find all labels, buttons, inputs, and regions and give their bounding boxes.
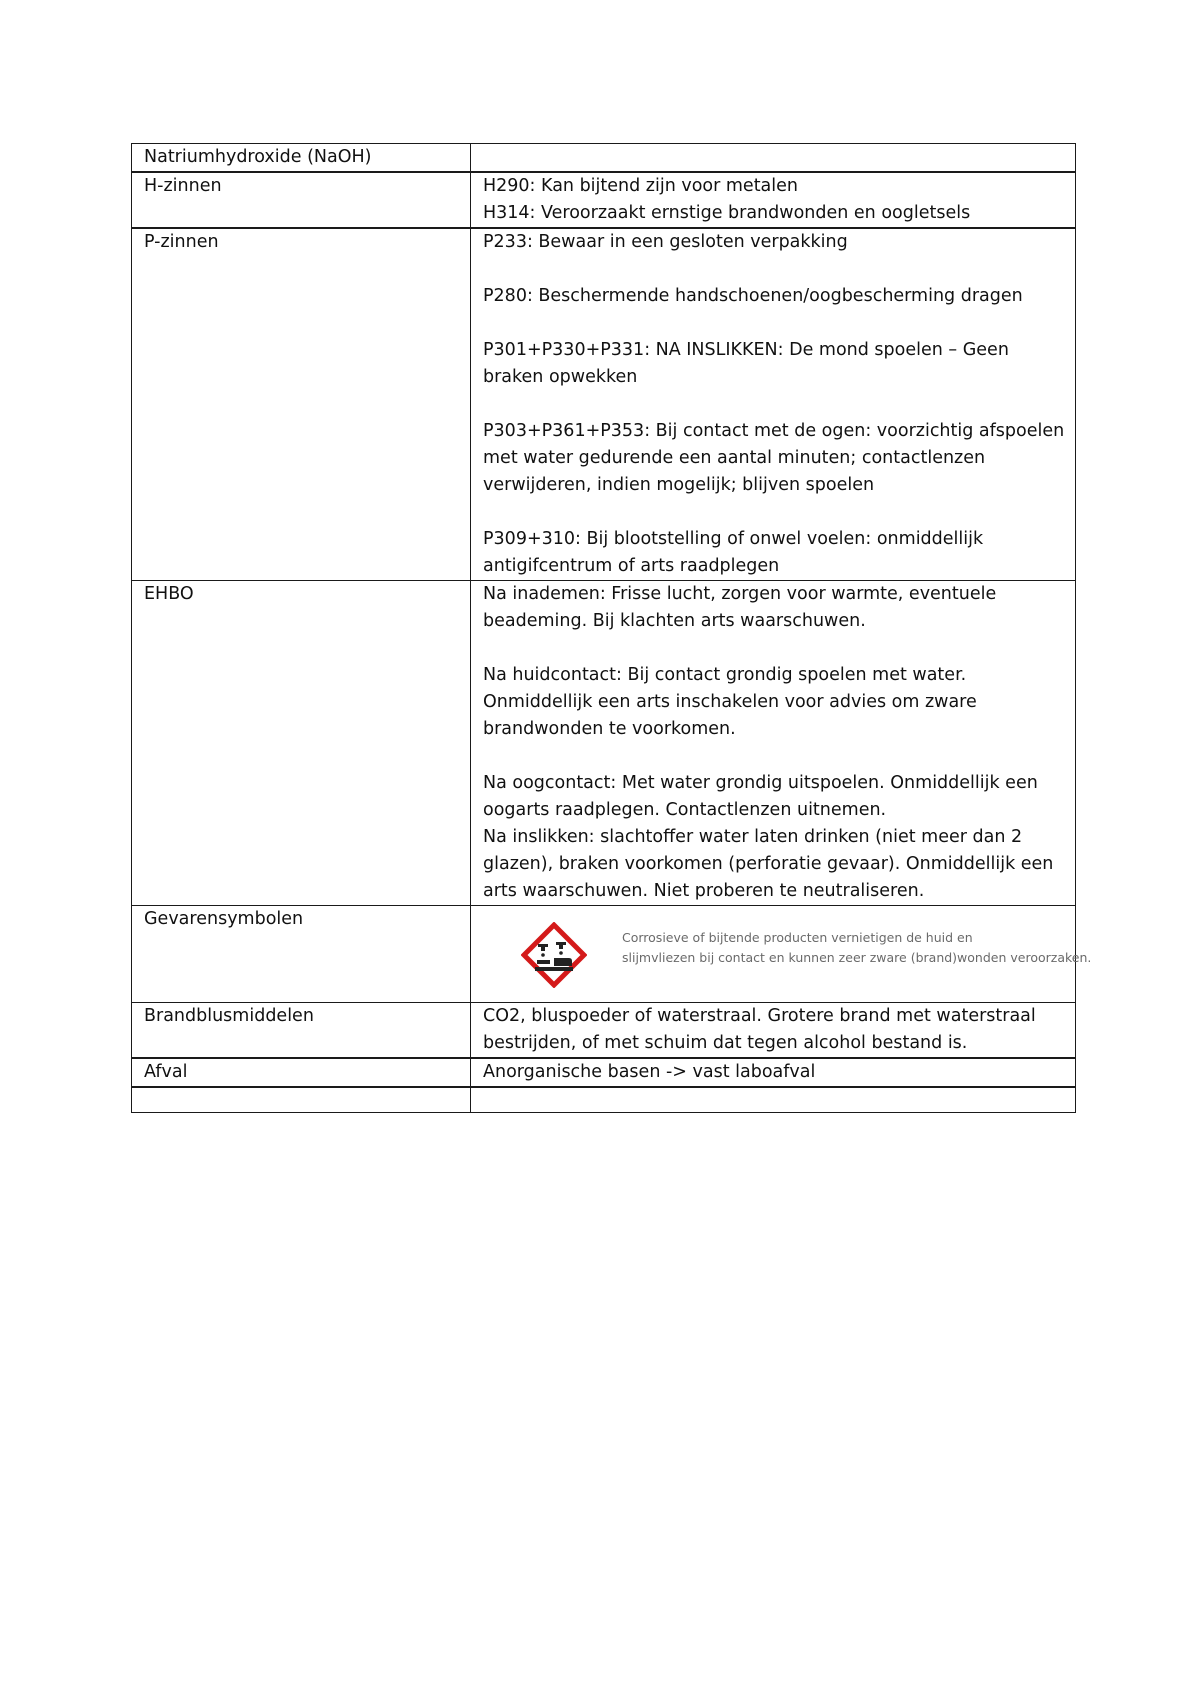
p-statement: P233: Bewaar in een gesloten verpakking	[483, 232, 848, 252]
empty-cell	[132, 1087, 471, 1113]
ehbo-instruction: Na oogcontact: Met water grondig uitspoelen. Onmiddellijk een oogarts raadplegen. Contactlenzen uitnemen.	[483, 773, 1038, 820]
ehbo-instruction: Na inademen: Frisse lucht, zorgen voor warmte, eventuele beademing. Bij klachten arts waarschuwen.	[483, 584, 997, 631]
ghs-corrosive-icon	[521, 922, 587, 988]
p-statement: P309+310: Bij blootstelling of onwel voelen: onmiddellijk antigifcentrum of arts raadplegen	[483, 529, 984, 576]
ehbo-instruction: Na inslikken: slachtoffer water laten drinken (niet meer dan 2 glazen), braken voorkomen (perforatie gevaar). Onmiddellijk een arts waarschuwen. Niet proberen te neutraliseren.	[483, 827, 1054, 901]
safety-data-table	[131, 143, 1092, 1113]
table-row-ehbo	[132, 581, 1076, 906]
empty-cell	[471, 1087, 1076, 1113]
table-row-p-zinnen	[132, 228, 1076, 581]
afval-content: Anorganische basen -> vast laboafval	[471, 1058, 1076, 1087]
table-row-afval	[132, 1058, 1076, 1087]
h-statement: H314: Veroorzaakt ernstige brandwonden en oogletsels	[483, 203, 971, 223]
p-statement: P280: Beschermende handschoenen/oogbescherming dragen	[483, 286, 1023, 306]
ehbo-instruction: Na huidcontact: Bij contact grondig spoelen met water. Onmiddellijk een arts inschakelen voor advies om zware brandwonden te voorkomen.	[483, 665, 977, 739]
afval-label: Afval	[132, 1058, 471, 1087]
hazard-caption	[622, 928, 1092, 968]
ehbo-label: EHBO	[132, 581, 471, 906]
brandblusmiddelen-content: CO2, bluspoeder of waterstraal. Grotere brand met waterstraal bestrijden, of met schuim dat tegen alcohol bestand is.	[471, 1003, 1076, 1059]
table-row-empty	[132, 1087, 1076, 1113]
substance-name: Natriumhydroxide (NaOH)	[132, 144, 471, 173]
h-statement: H290: Kan bijtend zijn voor metalen	[483, 176, 798, 196]
ehbo-content	[471, 581, 1076, 906]
gevarensymbolen-content	[471, 906, 1092, 1003]
h-zinnen-content	[471, 172, 1076, 228]
p-statement: P301+P330+P331: NA INSLIKKEN: De mond spoelen – Geen braken opwekken	[483, 340, 1009, 387]
p-zinnen-label: P-zinnen	[132, 228, 471, 581]
table-row-h-zinnen	[132, 172, 1076, 228]
brandblusmiddelen-label: Brandblusmiddelen	[132, 1003, 471, 1059]
h-zinnen-label: H-zinnen	[132, 172, 471, 228]
hazard-caption-line: Corrosieve of bijtende producten vernietigen de huid en	[622, 930, 973, 945]
hazard-caption-line: slijmvliezen bij contact en kunnen zeer zware (brand)wonden veroorzaken.	[622, 950, 1092, 965]
table-row-brandblusmiddelen	[132, 1003, 1076, 1059]
empty-cell	[471, 144, 1076, 173]
p-statement: P303+P361+P353: Bij contact met de ogen: voorzichtig afspoelen met water gedurende een aantal minuten; contactlenzen verwijderen, indien mogelijk; blijven spoelen	[483, 421, 1065, 495]
table-row-title	[132, 144, 1076, 173]
p-zinnen-content	[471, 228, 1076, 581]
gevarensymbolen-label: Gevarensymbolen	[132, 906, 471, 1003]
table-row-gevarensymbolen	[132, 906, 1076, 1003]
